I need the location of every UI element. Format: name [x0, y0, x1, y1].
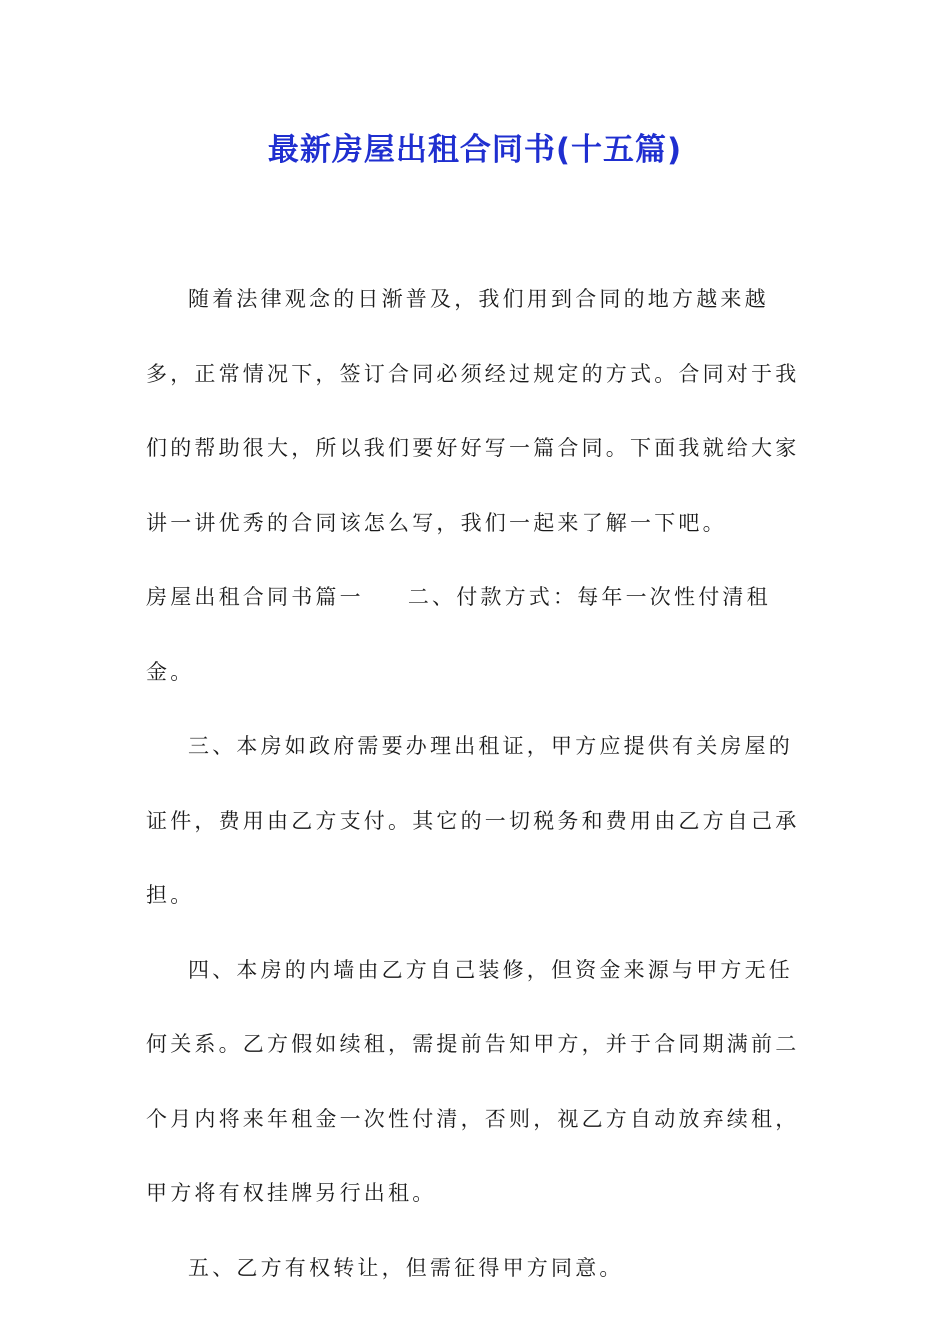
clause-2: 二、付款方式：每年一次性付清租金。: [146, 585, 771, 684]
section-heading: 房屋出租合同书篇一: [146, 585, 364, 609]
section-heading-line: [146, 560, 816, 709]
clause-5: 五、乙方有权转让，但需征得甲方同意。: [188, 1255, 624, 1280]
document-body: [146, 262, 816, 1305]
document-title: 最新房屋出租合同书(十五篇): [267, 132, 683, 168]
clause-3: 三、本房如政府需要办理出租证，甲方应提供有关房屋的证件，费用由乙方支付。其它的一切税务和费用由乙方自己承担。: [146, 734, 800, 907]
clause-4: 四、本房的内墙由乙方自己装修，但资金来源与甲方无任何关系。乙方假如续租，需提前告知甲方，并于合同期满前二个月内将来年租金一次性付清，否则，视乙方自动放弃续租，甲方将有权挂牌另行出租。: [146, 957, 800, 1205]
intro-paragraph: 随着法律观念的日渐普及，我们用到合同的地方越来越多，正常情况下，签订合同必须经过规定的方式。合同对于我们的帮助很大，所以我们要好好写一篇合同。下面我就给大家讲一讲优秀的合同该怎么写，我们一起来了解一下吧。: [146, 287, 800, 535]
